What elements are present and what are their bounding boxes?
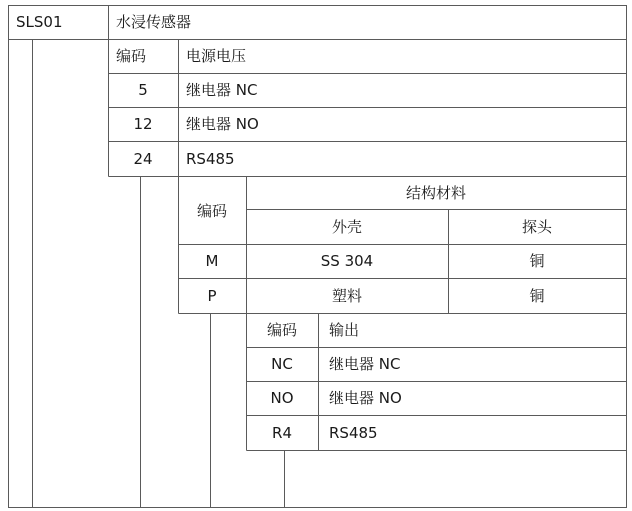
output-row-code: R4	[272, 424, 292, 442]
model-code: SLS01	[16, 13, 63, 31]
material-row-probe: 铜	[529, 287, 545, 305]
output-row-desc: 继电器 NO	[329, 389, 402, 407]
output-row-code: NO	[270, 389, 294, 407]
output-row-desc: RS485	[329, 424, 378, 442]
model-name: 水浸传感器	[116, 13, 192, 31]
power-header-desc: 电源电压	[186, 47, 247, 65]
material-header-probe: 探头	[521, 218, 553, 236]
material-header-group: 结构材料	[405, 184, 467, 202]
material-header-shell: 外壳	[331, 218, 363, 236]
material-row-shell: SS 304	[320, 252, 374, 270]
material-header-code: 编码	[196, 202, 228, 220]
power-row-desc: 继电器 NC	[186, 81, 258, 99]
power-row-code: 24	[133, 150, 153, 168]
power-row-code: 5	[138, 81, 148, 99]
output-row-code: NC	[271, 355, 293, 373]
power-row-desc: RS485	[186, 150, 235, 168]
power-row-code: 12	[133, 115, 153, 133]
power-header-code: 编码	[116, 47, 147, 65]
material-row-probe: 铜	[529, 252, 545, 270]
material-row-code: P	[207, 287, 217, 305]
material-row-code: M	[205, 252, 219, 270]
output-row-desc: 继电器 NC	[329, 355, 401, 373]
output-header-code: 编码	[266, 321, 298, 339]
output-header-desc: 输出	[329, 321, 360, 339]
power-row-desc: 继电器 NO	[186, 115, 259, 133]
material-row-shell: 塑料	[331, 287, 363, 305]
